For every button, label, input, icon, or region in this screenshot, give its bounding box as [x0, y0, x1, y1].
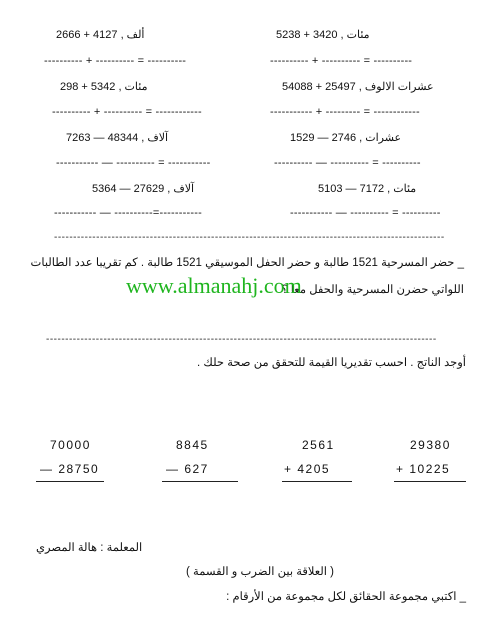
problem-3-left: آلاف , 48344 — 7263 [66, 132, 169, 144]
answer-line-2-right: ----------- + --------- = ------------ [270, 106, 420, 118]
facts-instruction: _ اكتبي مجموعة الحقائق لكل مجموعة من الأرقام : [226, 591, 466, 603]
answer-line-4-right: ----------- — ---------- = ---------- [290, 207, 441, 219]
problem-2-left: مئات , 5342 + 298 [60, 81, 148, 93]
answer-line-4-left: ----------- — ----------=----------- [54, 207, 202, 219]
column-1-top: 70000 [50, 438, 91, 452]
column-2-answer-line [162, 481, 238, 482]
problem-3-right: عشرات , 2746 — 1529 [290, 132, 402, 144]
teacher-name: المعلمة : هالة المصري [36, 542, 143, 554]
answer-line-1-right: ---------- + ---------- = ---------- [270, 55, 413, 67]
problem-4-right: مئات , 7172 — 5103 [318, 183, 417, 195]
column-3-bottom: + 4205 [284, 462, 331, 476]
answer-line-2-left: ---------- + ---------- = ------------ [52, 106, 202, 118]
word-problem-line-2: اللواتي حضرن المسرحية والحفل معا ؟ [281, 284, 464, 296]
column-2-bottom: — 627 [166, 462, 209, 476]
answer-line-3-left: ----------- — ---------- = ----------- [56, 157, 211, 169]
separator-line-1: ------------------------------------------------------------------------------------------------------ [54, 232, 445, 243]
section-title: ( العلاقة بين الضرب و القسمة ) [186, 566, 335, 578]
problem-4-left: آلاف , 27629 — 5364 [92, 183, 195, 195]
column-1-bottom: — 28750 [40, 462, 100, 476]
column-3-top: 2561 [302, 438, 335, 452]
watermark: www.almanahj.com [126, 273, 302, 298]
estimate-instruction: أوجد الناتج . احسب تقديريا القيمة للتحقق من صحة حلك . [197, 357, 466, 369]
problem-1-right: 5238 + 3420 , مئات [276, 29, 370, 41]
problem-1-left: ألف , 4127 + 2666 [56, 29, 145, 41]
answer-line-3-right: ---------- — ---------- = ---------- [274, 157, 421, 169]
separator-line-2: ------------------------------------------------------------------------------------------------------ [46, 334, 437, 345]
column-1-answer-line [36, 481, 104, 482]
column-4-answer-line [394, 481, 466, 482]
answer-line-1-left: ---------- + ---------- = ---------- [44, 55, 187, 67]
column-2-top: 8845 [176, 438, 209, 452]
column-3-answer-line [282, 481, 352, 482]
word-problem-line-1: _ حضر المسرحية 1521 طالبة و حضر الحفل الموسيقي 1521 طالبة . كم تقريبا عدد الطالبات [30, 257, 464, 269]
problem-2-right: عشرات الالوف , 25497 + 54088 [282, 81, 434, 93]
column-4-top: 29380 [410, 438, 451, 452]
column-4-bottom: + 10225 [396, 462, 451, 476]
